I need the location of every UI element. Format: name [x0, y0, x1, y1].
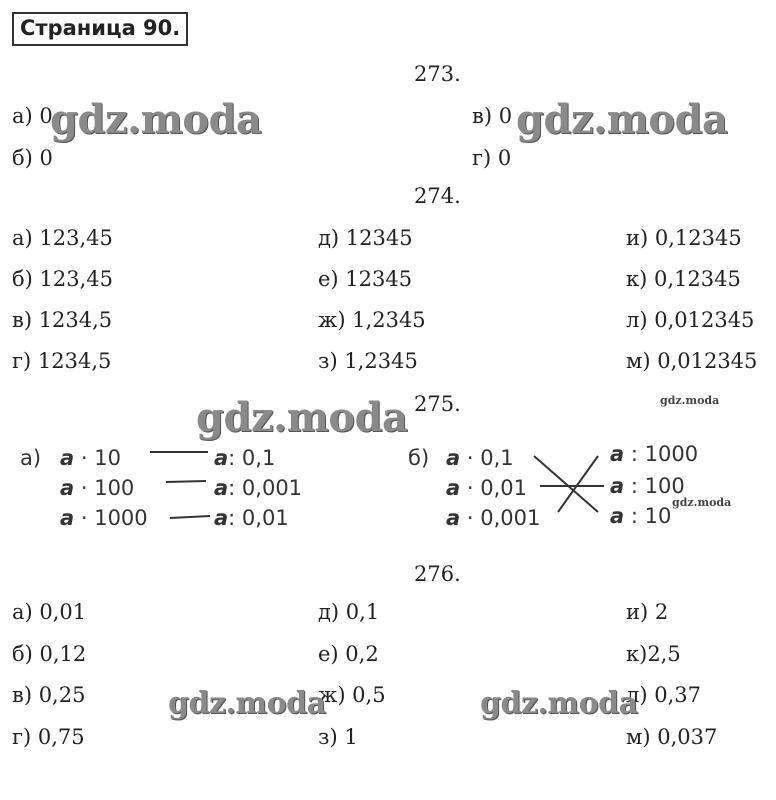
- answer-276-g: г) 0,75: [12, 725, 85, 749]
- part-b-left-1: a · 0,1: [446, 446, 514, 470]
- part-b-right-2: a : 100: [610, 474, 685, 498]
- answer-276-v: в) 0,25: [12, 683, 86, 707]
- exercise-274-number: 274.: [414, 184, 461, 208]
- answer-274-v: в) 1234,5: [12, 308, 113, 332]
- answer-274-l: л) 0,012345: [626, 308, 755, 332]
- answer-274-m: м) 0,012345: [626, 349, 758, 373]
- answer-273-v: в) 0: [472, 104, 513, 128]
- part-b-left-3: a · 0,001: [446, 506, 541, 530]
- answer-274-e: е) 12345: [318, 267, 413, 291]
- connector-line: [534, 456, 598, 512]
- part-b-right-3: a : 10: [610, 504, 672, 528]
- watermark: gdz.moda: [196, 394, 408, 441]
- answer-273-b: б) 0: [12, 146, 53, 170]
- watermark: gdz.moda: [50, 96, 262, 143]
- answer-274-z: з) 1,2345: [318, 349, 418, 373]
- watermark: gdz.moda: [480, 686, 638, 721]
- answer-274-k: к) 0,12345: [626, 267, 741, 291]
- part-a-right-2: a: 0,001: [214, 476, 303, 500]
- part-b-label: б): [408, 446, 430, 470]
- exercise-273-number: 273.: [414, 62, 461, 86]
- connector-line: [170, 516, 210, 518]
- part-a-left-1: a · 10: [60, 446, 121, 470]
- page-label: Страница 90.: [12, 12, 188, 46]
- answer-273-a: а) 0: [12, 104, 53, 128]
- answer-276-b: б) 0,12: [12, 642, 87, 666]
- answer-276-e: е) 0,2: [318, 642, 379, 666]
- part-a-left-2: a · 100: [60, 476, 135, 500]
- answer-274-zh: ж) 1,2345: [318, 308, 426, 332]
- answer-274-d: д) 12345: [318, 226, 413, 250]
- answer-276-zh: ж) 0,5: [318, 683, 386, 707]
- answer-276-a: а) 0,01: [12, 600, 87, 624]
- answer-273-g: г) 0: [472, 146, 512, 170]
- answer-276-i: и) 2: [626, 600, 669, 624]
- part-a-right-1: a: 0,1: [214, 446, 276, 470]
- watermark: gdz.moda: [516, 96, 728, 143]
- answer-276-z: з) 1: [318, 725, 358, 749]
- answer-276-d: д) 0,1: [318, 600, 380, 624]
- answer-274-g: г) 1234,5: [12, 349, 112, 373]
- answer-276-m: м) 0,037: [626, 725, 718, 749]
- watermark: gdz.moda: [660, 394, 720, 407]
- part-a-label: а): [20, 446, 42, 470]
- answer-276-l: л) 0,37: [626, 683, 701, 707]
- answer-274-b: б) 123,45: [12, 267, 113, 291]
- part-b-right-1: a : 1000: [610, 442, 699, 466]
- answer-274-i: и) 0,12345: [626, 226, 742, 250]
- part-a-right-3: a: 0,01: [214, 506, 289, 530]
- exercise-276-number: 276.: [414, 562, 461, 586]
- exercise-275-number: 275.: [414, 392, 461, 416]
- part-a-left-3: a · 1000: [60, 506, 148, 530]
- watermark: gdz.moda: [168, 686, 326, 721]
- connector-line: [166, 481, 206, 482]
- part-b-left-2: a · 0,01: [446, 476, 527, 500]
- answer-276-k: к)2,5: [626, 642, 681, 666]
- watermark: gdz.moda: [672, 496, 732, 509]
- answer-274-a: а) 123,45: [12, 226, 113, 250]
- connector-line: [558, 456, 598, 512]
